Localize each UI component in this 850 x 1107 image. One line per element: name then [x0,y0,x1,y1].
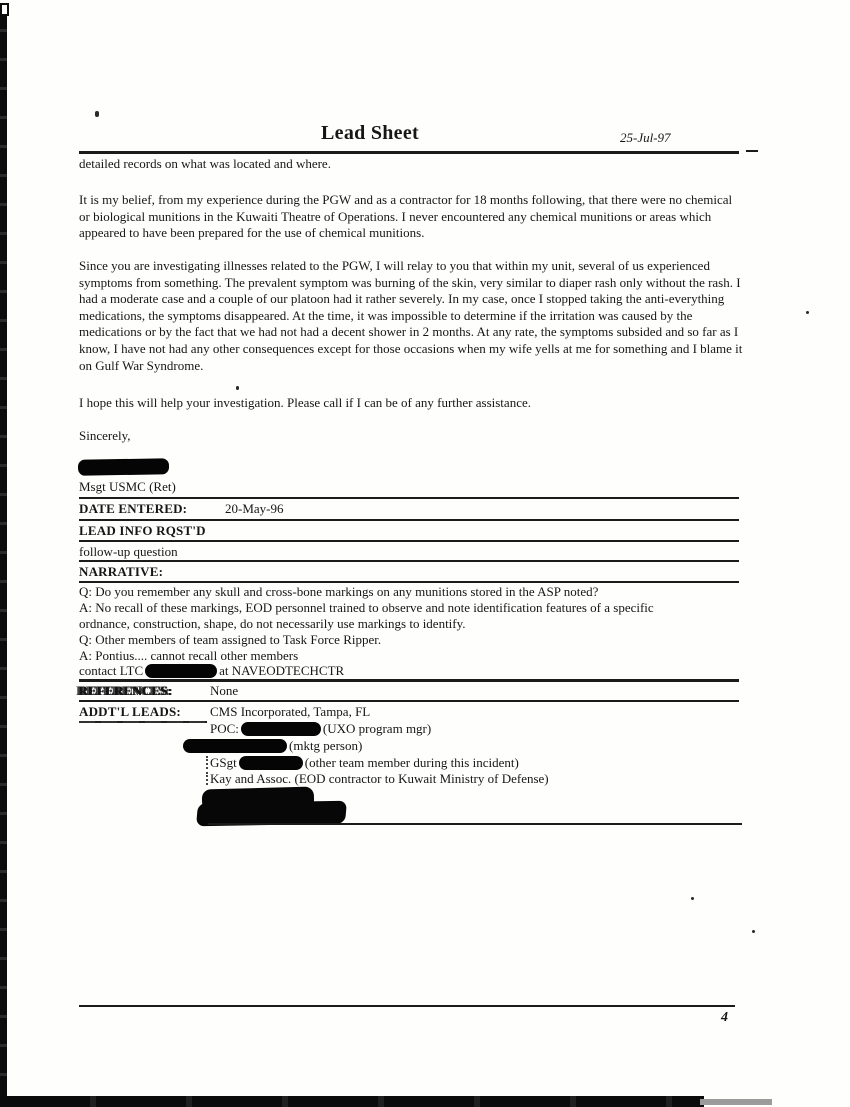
table-rule [79,497,739,499]
lead-gsgt-line [210,755,519,771]
scan-border-bottom-fade [700,1099,772,1105]
table-rule [79,700,739,702]
narrative-label: NARRATIVE: [79,564,164,579]
poc-text-post: (UXO program mgr) [322,721,432,736]
scan-corner-notch [0,3,9,16]
scan-border-left [0,3,7,1107]
references-label: REFERENCES: [79,683,173,698]
letter-paragraph-belief: It is my belief, from my experience during the PGW and as a contractor for 18 months following, that there were no chemical or biological munitions in the Kuwaiti Theatre of Operations. I never encountered any chemical munitions or areas which appeared to have been prepared for the use of chemical munitions. [79,192,733,241]
field-row-lead-info [79,523,743,539]
mktg-redaction-bar [183,739,287,753]
field-row-date-entered [79,501,743,517]
table-rule [79,519,739,521]
narrative-a1: A: No recall of these markings, EOD personnel trained to observe and note identification features of a specific [79,600,654,615]
header-date: 25-Jul-97 [620,130,671,145]
letter-continuation: detailed records on what was located and where. [79,156,331,171]
addtl-leads-underline [79,721,207,723]
lead-poc-line [210,721,431,737]
scan-colon-artifact [206,772,209,785]
date-entered-label: DATE ENTERED: [79,501,188,516]
letter-signoff: Sincerely, [79,428,131,443]
scan-speck [752,930,755,933]
narrative-a2: A: Pontius.... cannot recall other members [79,648,299,663]
lead-kay-line [210,771,549,787]
contact-redaction-bar [145,664,217,678]
lead-info-label: LEAD INFO RQST'D [79,523,206,538]
header-rule-dash [746,150,758,152]
narrative-q2: Q: Other members of team assigned to Task Force Ripper. [79,632,382,647]
field-row-lead-info-value [79,544,743,560]
scan-speck [236,386,239,390]
table-rule [79,540,739,542]
footer-rule [79,1005,735,1007]
table-rule [79,679,739,682]
kay-text: Kay and Assoc. (EOD contractor to Kuwait Ministry of Defense) [210,771,549,786]
letter-paragraph-symptoms: Since you are investigating illnesses related to the PGW, I will relay to you that within my unit, several of us experienced symptoms from something. The prevalent symptom was burning of the skin, very similar to diaper rash only without the rash. I had a moderate case and a couple of our platoon had it rather severely. In my case, once I stopped taking the anti-everything medications, the symptoms disappeared. At the time, it was impossible to determine if the irritation was caused by the medications or by the fact that we had not had a decent shower in 2 months. At any rate, the symptoms subsided and so far as I know, I have not had any other consequences except for those occasions when my wife yells at me for something and I blame it on Gulf War Syndrome. [79,258,743,373]
date-entered-value: 20-May-96 [225,501,284,516]
scan-speck [95,111,99,117]
narrative-contact-line [79,663,344,679]
letter-paragraph-closing: I hope this will help your investigation. Please call if I can be of any further assistance. [79,395,531,410]
page-title: Lead Sheet [321,122,419,144]
scan-speck [806,311,809,314]
scan-border-bottom [0,1096,704,1107]
narrative-q1: Q: Do you remember any skull and cross-bone markings on any munitions stored in the ASP noted? [79,584,599,599]
field-row-references [79,683,743,699]
gsgt-text-pre: GSgt [210,755,237,770]
narrative-a1-cont: ordnance, construction, shape, do not necessarily use markings to identify. [79,616,466,631]
lead-company: CMS Incorporated, Tampa, FL [210,704,371,719]
signature-redaction-bar [78,458,169,476]
contact-text-pre: contact LTC [79,663,144,678]
gsgt-text-post: (other team member during this incident) [304,755,519,770]
field-row-narrative [79,564,743,580]
table-rule [79,560,739,562]
scan-speck [691,897,694,900]
addtl-leads-label: ADDT'L LEADS: [79,704,181,719]
lead-mktg-line [210,738,362,754]
header-rule [79,151,739,154]
references-value: None [210,683,239,698]
gsgt-redaction-bar [239,756,303,770]
scan-colon-artifact [206,756,209,769]
mktg-text-post: (mktg person) [289,738,363,753]
signature-title-line: Msgt USMC (Ret) [79,479,176,494]
page-number: 4 [721,1010,728,1025]
lead-info-value: follow-up question [79,544,178,559]
field-row-addtl-leads [79,704,743,720]
poc-text-pre: POC: [210,721,239,736]
table-bottom-rule [208,823,742,825]
poc-redaction-bar [241,722,321,736]
table-rule [79,581,739,583]
contact-text-post: at NAVEODTECHCTR [219,663,345,678]
